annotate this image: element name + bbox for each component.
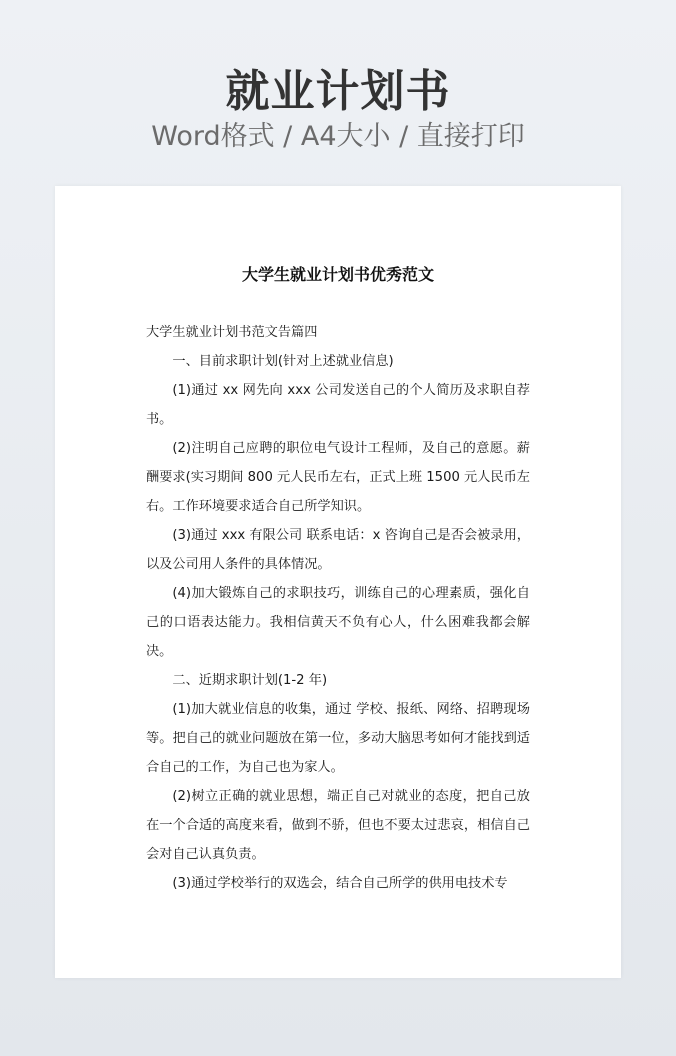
document-paragraph: 二、近期求职计划(1-2 年) [172, 673, 328, 688]
page-subtitle: Word格式 / A4大小 / 直接打印 [151, 121, 525, 152]
document-paragraph: (3)通过 xxx 有限公司 联系电话：x 咨询自己是否会被录用，以及公司用人条件的具体情况。 [146, 528, 530, 572]
document-paragraph: (4)加大锻炼自己的求职技巧，训练自己的心理素质，强化自己的口语表达能力。我相信黄天不负有心人，什么困难我都会解决。 [146, 586, 530, 659]
document-page [55, 186, 621, 978]
document-paragraph: (3)通过学校举行的双选会，结合自己所学的供用电技术专 [172, 876, 508, 891]
document-paragraph: (2)树立正确的就业思想，端正自己对就业的态度，把自己放在一个合适的高度来看，做到不骄，但也不要太过悲哀，相信自己会对自己认真负责。 [146, 789, 530, 862]
document-paragraph: (1)加大就业信息的收集，通过 学校、报纸、网络、招聘现场等。把自己的就业问题放在第一位，多动大脑思考如何才能找到适合自己的工作，为自己也为家人。 [146, 702, 530, 775]
document-title: 大学生就业计划书优秀范文 [241, 265, 434, 284]
document-paragraph: 大学生就业计划书范文告篇四 [146, 325, 318, 340]
document-paragraph: (2)注明自己应聘的职位电气设计工程师，及自己的意愿。薪酬要求(实习期间 800 元人民币左右，正式上班 1500 元人民币左右。工作环境要求适合自己所学知识。 [146, 441, 530, 514]
page-title: 就业计划书 [225, 66, 451, 117]
document-paragraph: (1)通过 xx 网先向 xxx 公司发送自己的个人简历及求职自荐书。 [146, 383, 530, 427]
document-body [146, 318, 530, 898]
document-paragraph: 一、目前求职计划(针对上述就业信息) [172, 354, 394, 369]
